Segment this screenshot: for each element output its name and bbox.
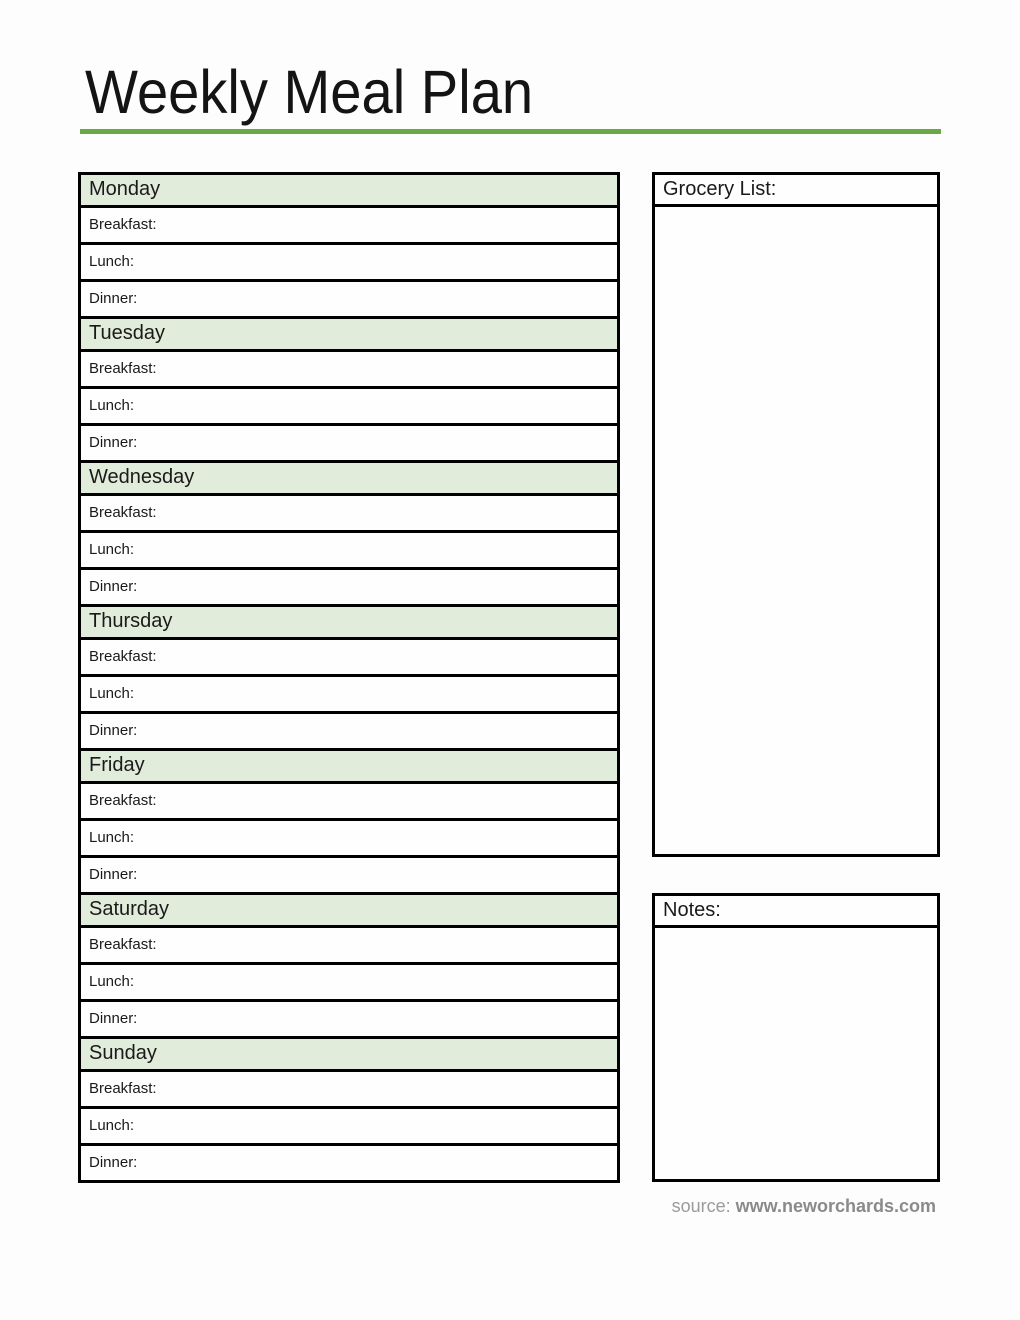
meal-row-wednesday-lunch: Lunch: [81,533,617,570]
meal-plan-table [78,172,620,1183]
meal-row-monday-breakfast: Breakfast: [81,208,617,245]
meal-row-saturday-lunch: Lunch: [81,965,617,1002]
meal-row-sunday-dinner: Dinner: [81,1146,617,1180]
title-underline-rule [80,129,941,134]
source-url: www.neworchards.com [735,1196,936,1216]
day-header-saturday: Saturday [81,895,617,928]
grocery-list-box [652,172,940,857]
meal-row-thursday-dinner: Dinner: [81,714,617,751]
meal-row-monday-lunch: Lunch: [81,245,617,282]
day-header-sunday: Sunday [81,1039,617,1072]
meal-row-saturday-dinner: Dinner: [81,1002,617,1039]
meal-row-sunday-lunch: Lunch: [81,1109,617,1146]
page-title: Weekly Meal Plan [85,58,534,126]
grocery-list-body [655,207,937,854]
grocery-list-title: Grocery List: [655,175,937,207]
meal-row-wednesday-dinner: Dinner: [81,570,617,607]
notes-title: Notes: [655,896,937,928]
day-header-wednesday: Wednesday [81,463,617,496]
meal-row-monday-dinner: Dinner: [81,282,617,319]
meal-row-tuesday-breakfast: Breakfast: [81,352,617,389]
meal-row-tuesday-lunch: Lunch: [81,389,617,426]
meal-row-thursday-breakfast: Breakfast: [81,640,617,677]
day-header-tuesday: Tuesday [81,319,617,352]
notes-box [652,893,940,1182]
meal-row-saturday-breakfast: Breakfast: [81,928,617,965]
meal-row-thursday-lunch: Lunch: [81,677,617,714]
meal-row-friday-lunch: Lunch: [81,821,617,858]
meal-row-sunday-breakfast: Breakfast: [81,1072,617,1109]
day-header-thursday: Thursday [81,607,617,640]
source-label: source: [671,1196,731,1216]
notes-body [655,928,937,1179]
day-header-friday: Friday [81,751,617,784]
meal-row-friday-breakfast: Breakfast: [81,784,617,821]
day-header-monday: Monday [81,175,617,208]
meal-row-tuesday-dinner: Dinner: [81,426,617,463]
meal-row-friday-dinner: Dinner: [81,858,617,895]
meal-row-wednesday-breakfast: Breakfast: [81,496,617,533]
source-attribution [652,1196,940,1217]
